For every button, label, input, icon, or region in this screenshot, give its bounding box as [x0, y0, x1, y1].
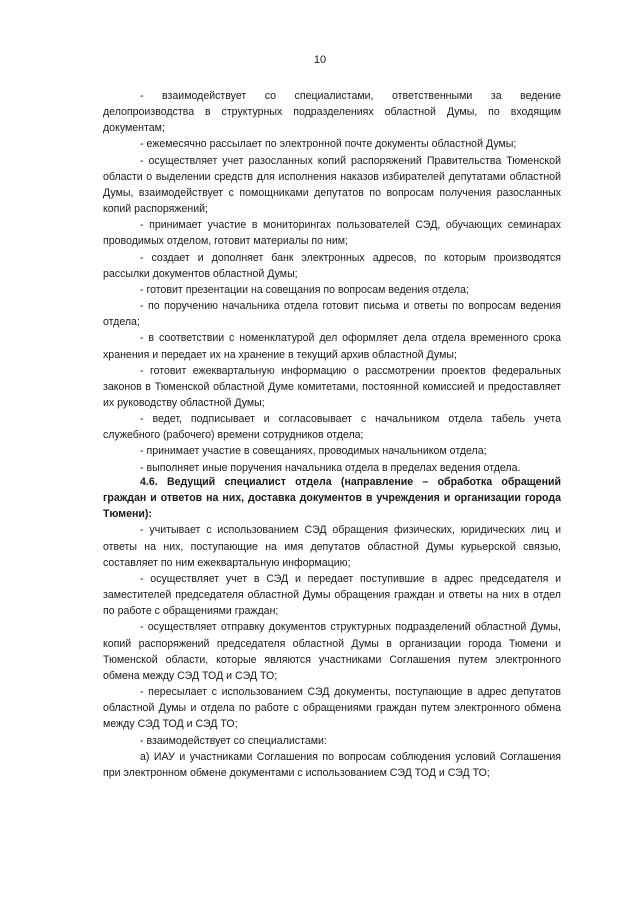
paragraph: - осуществляет учет разосланных копий распоряжений Правительства Тюменской области о выделении средств для исполнения наказов избирателей депутатами областной Думы, взаимодействует с помощниками депутатов по вопросам получения разосланных копий распоряжений;: [103, 154, 561, 216]
paragraph: - учитывает с использованием СЭД обращения физических, юридических лиц и ответы на них, поступающие на имя депутатов областной Думы курьерской связью, составляет по ним ежеквартальную информацию;: [103, 524, 561, 569]
paragraph: - осуществляет отправку документов структурных подразделений областной Думы, копий распоряжений председателя областной Думы в организации города Тюмени и Тюменской области, которые являются участниками Соглашения путем электронного обмена между СЭД ТОД и СЭД ТО;: [103, 621, 561, 682]
paragraph: - взаимодействует со специалистами:: [140, 734, 327, 747]
paragraph: - готовит ежеквартальную информацию о рассмотрении проектов федеральных законов в Тюменской областной Думе комитетами, постоянной комиссией и предоставляет их руководству областной Думы;: [103, 364, 561, 409]
paragraph: - по поручению начальника отдела готовит письма и ответы по вопросам ведения отдела;: [103, 300, 561, 329]
section-heading: 4.6. Ведущий специалист отдела (направление – обработка обращений граждан и ответов на них, доставка документов в учреждения и организации города Тюмени):: [103, 476, 561, 521]
paragraph: - готовит презентации на совещания по вопросам ведения отдела;: [140, 283, 469, 296]
paragraph: - создает и дополняет банк электронных адресов, по которым производятся рассылки документов областной Думы;: [103, 251, 561, 280]
paragraph: - выполняет иные поручения начальника отдела в пределах ведения отдела.: [140, 461, 521, 474]
paragraph: - принимает участие в совещаниях, проводимых начальником отдела;: [140, 445, 487, 458]
paragraph: - осуществляет учет в СЭД и передает поступившие в адрес председателя и заместителей председателя областной Думы обращения граждан и ответы на них в отдел по работе с обращениями граждан;: [103, 572, 561, 618]
paragraph: а) ИАУ и участниками Соглашения по вопросам соблюдения условий Соглашения при электронном обмене документами с использованием СЭД ТОД и СЭД ТО;: [103, 750, 561, 779]
paragraph: - ведет, подписывает и согласовывает с начальником отдела табель учета служебного (рабочего) времени сотрудников отдела;: [103, 413, 561, 442]
page-number: 10: [313, 54, 327, 66]
paragraph: - ежемесячно рассылает по электронной почте документы областной Думы;: [140, 138, 517, 151]
paragraph: - пересылает с использованием СЭД документы, поступающие в адрес депутатов областной Думы и отдела по работе с обращениями граждан путем электронного обмена между СЭД ТОД и СЭД ТО;: [103, 686, 561, 731]
section-4-6: [103, 474, 561, 781]
duties-list: [103, 88, 561, 476]
paragraph: - в соответствии с номенклатурой дел оформляет дела отдела временного срока хранения и передает их на хранение в текущий архив областной Думы;: [103, 332, 561, 361]
paragraph: - принимает участие в мониторингах пользователей СЭД, обучающих семинарах проводимых отделом, готовит материалы по ним;: [103, 219, 561, 248]
paragraph: - взаимодействует со специалистами, ответственными за ведение делопроизводства в структурных подразделениях областной Думы, по входящим документам;: [103, 90, 561, 135]
